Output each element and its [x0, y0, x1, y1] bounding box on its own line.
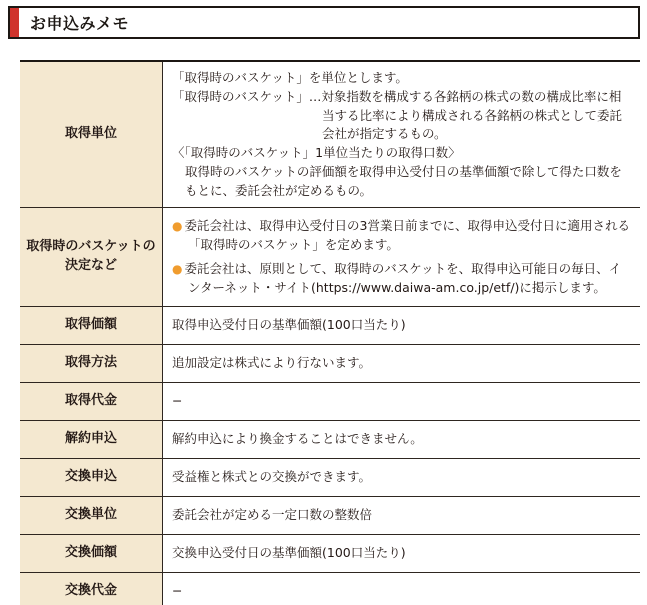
paragraph: 受益権と株式との交換ができます。 — [172, 469, 372, 485]
row-exchange-price — [20, 535, 640, 573]
paragraph: 追加設定は株式により行ないます。 — [172, 355, 372, 371]
row-content — [163, 208, 640, 306]
paragraph: 「取得時のバスケット」を単位とします。 — [172, 70, 408, 85]
row-acquisition-method — [20, 345, 640, 383]
row-content — [163, 307, 640, 344]
bullet-text: 委託会社は、取得申込受付日の3営業日前までに、取得申込受付日に適用される「取得時のバスケット」を定めます。 — [184, 218, 630, 252]
row-label: 交換申込 — [20, 459, 163, 496]
application-memo-table — [20, 60, 640, 605]
paragraph: 交換申込受付日の基準価額(100口当たり) — [172, 545, 406, 561]
bullet-item — [172, 217, 632, 255]
paragraph: 〈「取得時のバスケット」1単位当たりの取得口数〉 — [172, 145, 461, 160]
bullet-item — [172, 260, 632, 298]
row-exchange-unit — [20, 497, 640, 535]
row-label: 解約申込 — [20, 421, 163, 458]
row-acquisition-price — [20, 307, 640, 345]
row-label: 取得代金 — [20, 383, 163, 420]
row-content — [163, 421, 640, 458]
row-redemption-application — [20, 421, 640, 459]
paragraph: 解約申込により換金することはできません。 — [172, 431, 423, 447]
row-label: 取得方法 — [20, 345, 163, 382]
bullet-text: 委託会社は、原則として、取得時のバスケットを、取得申込可能日の毎日、インターネット・サイト(https://www.daiwa-am.co.jp/etf/)に掲示します。 — [184, 260, 622, 295]
paragraph: − — [172, 583, 183, 599]
bullet-icon: ● — [172, 219, 183, 234]
row-exchange-payment — [20, 573, 640, 605]
row-label: 取得価額 — [20, 307, 163, 344]
row-label: 交換単位 — [20, 497, 163, 534]
row-acquisition-payment — [20, 383, 640, 421]
section-header — [8, 6, 640, 39]
header-accent-bar — [10, 8, 19, 37]
row-acquisition-unit — [20, 62, 640, 208]
paragraph: − — [172, 393, 183, 409]
paragraph: 取得申込受付日の基準価額(100口当たり) — [172, 317, 406, 333]
bullet-icon: ● — [172, 261, 183, 276]
row-content — [163, 62, 640, 207]
row-content — [163, 497, 640, 534]
row-content — [163, 383, 640, 420]
row-exchange-application — [20, 459, 640, 497]
row-content — [163, 345, 640, 382]
row-label: 取得時のバスケットの決定など — [20, 208, 163, 306]
row-label: 交換代金 — [20, 573, 163, 605]
row-content — [163, 535, 640, 572]
paragraph: 取得時のバスケットの評価額を取得申込受付日の基準価額で除して得た口数をもとに、委託会社が定めるもの。 — [185, 163, 622, 198]
page-title: お申込みメモ — [30, 14, 130, 33]
paragraph: 「取得時のバスケット」…対象指数を構成する各銘柄の株式の数の構成比率に相当する比率により構成される各銘柄の株式として委託会社が指定するもの。 — [172, 88, 623, 142]
row-content — [163, 573, 640, 605]
row-label: 交換価額 — [20, 535, 163, 572]
row-label: 取得単位 — [20, 62, 163, 207]
row-basket-determination — [20, 208, 640, 307]
paragraph: 委託会社が定める一定口数の整数倍 — [172, 507, 373, 523]
row-content — [163, 459, 640, 496]
